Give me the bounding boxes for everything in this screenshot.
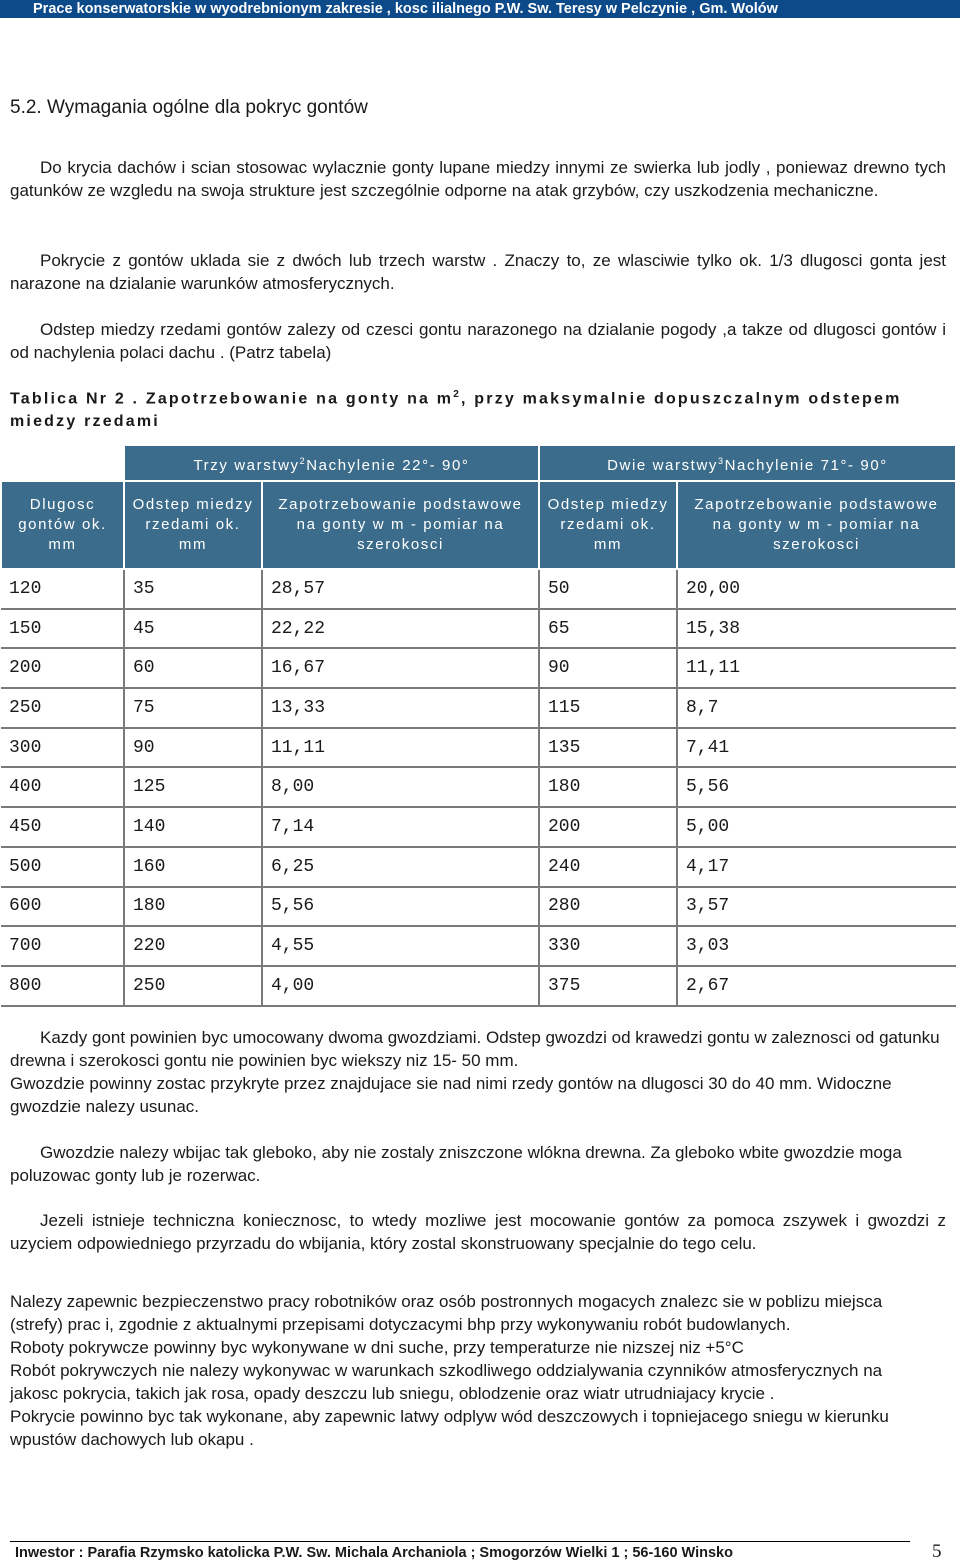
after-text-3: Gwozdzie nalezy wbijac tak gleboko, aby nie zostaly zniszczone wlókna drewna. Za gleboko wbite gwozdzie moga poluzowac gonty lub je rozerwac. [10, 1143, 902, 1185]
table-cell: 250 [124, 966, 262, 1006]
group2-sup: 3 [717, 455, 725, 466]
table-column-header-row [1, 481, 956, 569]
group-header-two-layers [539, 445, 956, 481]
col-header-demand-2: Zapotrzebowanie podstawowe na gonty w m - pomiar na szerokosci [677, 481, 956, 569]
after-text-6: Roboty pokrywcze powinny byc wykonywane w dni suche, przy temperaturze nie nizszej niz +5°C [10, 1338, 744, 1357]
after-text-7: Robót pokrywczych nie nalezy wykonywac w warunkach szkodliwego oddzialywania czynników atmosferycznych na jakosc pokrycia, takich jak rosa, opady deszczu lub sniegu, oblodzenie oraz wiatr utrudniajacy krycie . [10, 1361, 883, 1403]
group1-label: Trzy warstwy [193, 456, 300, 474]
table-row [1, 847, 956, 887]
table-cell: 5,00 [677, 807, 956, 847]
table-row [1, 966, 956, 1006]
table-cell: 13,33 [262, 688, 539, 728]
table-cell: 500 [1, 847, 124, 887]
table-row [1, 569, 956, 609]
col-header-spacing-2: Odstep miedzy rzedami ok. mm [539, 481, 677, 569]
table-cell: 60 [124, 648, 262, 688]
table-cell: 140 [124, 807, 262, 847]
table-cell: 700 [1, 926, 124, 966]
group2-slope: Nachylenie 71°- 90° [724, 456, 888, 474]
intro-paragraph-1 [10, 156, 946, 202]
after-text-2: Gwozdzie powinny zostac przykryte przez znajdujace sie nad nimi rzedy gontów na dlugosci 30 do 40 mm. Widoczne gwozdzie nalezy usunac. [10, 1074, 892, 1116]
table-row [1, 609, 956, 649]
document-header: Prace konserwatorskie w wyodrebnionym zakresie , kosc ilialnego P.W. Sw. Teresy w Pelczynie , Gm. Wolów [0, 0, 960, 18]
table-cell: 90 [124, 728, 262, 768]
table-cell: 28,57 [262, 569, 539, 609]
table-cell: 115 [539, 688, 677, 728]
table-cell: 180 [124, 887, 262, 927]
table-cell: 200 [1, 648, 124, 688]
table-group-header-row [1, 445, 956, 481]
table-corner [1, 445, 124, 481]
after-paragraph-3 [10, 1141, 946, 1187]
table-cell: 15,38 [677, 609, 956, 649]
intro-text-3: Odstep miedzy rzedami gontów zalezy od czesci gontu narazonego na dzialanie pogody ,a takze od dlugosci gontów i od nachylenia polaci dachu . (Patrz tabela) [10, 320, 946, 362]
table-row [1, 887, 956, 927]
table-caption [10, 383, 950, 433]
caption-sup: 2 [453, 389, 461, 400]
table-cell: 50 [539, 569, 677, 609]
section-title: 5.2. Wymagania ogólne dla pokryc gontów [10, 97, 368, 118]
table-cell: 450 [1, 807, 124, 847]
after-text-1: Kazdy gont powinien byc umocowany dwoma gwozdziami. Odstep gwozdzi od krawedzi gontu w zaleznosci od gatunku drewna i szerokosci gontu nie powinien byc wiekszy niz 15- 50 mm. [10, 1028, 940, 1070]
table-body [1, 569, 956, 1006]
table-cell: 35 [124, 569, 262, 609]
caption-text: Tablica Nr 2 . Zapotrzebowanie na gonty na m [10, 390, 454, 408]
table-cell: 2,67 [677, 966, 956, 1006]
table-cell: 45 [124, 609, 262, 649]
after-paragraph-1 [10, 1026, 946, 1118]
table-cell: 11,11 [262, 728, 539, 768]
table-cell: 20,00 [677, 569, 956, 609]
table-cell: 3,03 [677, 926, 956, 966]
table-cell: 6,25 [262, 847, 539, 887]
caption-text-rest: , przy maksymalnie dopuszczalnym odstepem miedzy rzedami [10, 390, 902, 431]
group2-label: Dwie warstwy [607, 456, 718, 474]
table-cell: 4,00 [262, 966, 539, 1006]
table-cell: 75 [124, 688, 262, 728]
shingle-demand-table [0, 444, 957, 1007]
table-cell: 5,56 [677, 767, 956, 807]
after-text-5: Nalezy zapewnic bezpieczenstwo pracy robotników oraz osób postronnych mogacych znalezc sie w poblizu miejsca (strefy) prac i, zgodnie z aktualnymi przepisami dotyczacymi bhp przy wykonywaniu robót budowlanych. [10, 1292, 883, 1334]
table-cell: 7,14 [262, 807, 539, 847]
table-cell: 22,22 [262, 609, 539, 649]
table-cell: 8,00 [262, 767, 539, 807]
table-cell: 90 [539, 648, 677, 688]
table-cell: 5,56 [262, 887, 539, 927]
intro-text-1: Do krycia dachów i scian stosowac wylacznie gonty lupane miedzy innymi ze swierka lub jodly , poniewaz drewno tych gatunków ze wzgledu na swoja strukture jest szczególnie odporne na atak grzybów, czy uszkodzenia mechaniczne. [10, 158, 946, 200]
table-cell: 4,55 [262, 926, 539, 966]
table-row [1, 648, 956, 688]
table-cell: 65 [539, 609, 677, 649]
table-cell: 8,7 [677, 688, 956, 728]
table-row [1, 688, 956, 728]
table-row [1, 807, 956, 847]
table-cell: 120 [1, 569, 124, 609]
table-cell: 330 [539, 926, 677, 966]
table-row [1, 728, 956, 768]
footer-rule [10, 1541, 910, 1542]
table-cell: 180 [539, 767, 677, 807]
after-text-8: Pokrycie powinno byc tak wykonane, aby zapewnic latwy odplyw wód deszczowych i topniejacego sniegu w kierunku wpustów dachowych lub okapu . [10, 1407, 889, 1449]
table-cell: 4,17 [677, 847, 956, 887]
table-cell: 7,41 [677, 728, 956, 768]
after-paragraph-4 [10, 1209, 946, 1255]
table-row [1, 926, 956, 966]
intro-text-2: Pokrycie z gontów uklada sie z dwóch lub trzech warstw . Znaczy to, ze wlasciwie tylko ok. 1/3 dlugosci gonta jest narazone na dzialanie warunków atmosferycznych. [10, 251, 946, 293]
table-cell: 160 [124, 847, 262, 887]
table-cell: 135 [539, 728, 677, 768]
page-number: 5 [932, 1541, 942, 1562]
table-cell: 3,57 [677, 887, 956, 927]
col-header-length: Dlugosc gontów ok. mm [1, 481, 124, 569]
table-row [1, 767, 956, 807]
table-cell: 250 [1, 688, 124, 728]
table-cell: 16,67 [262, 648, 539, 688]
col-header-spacing-1: Odstep miedzy rzedami ok. mm [124, 481, 262, 569]
group1-slope: Nachylenie 22°- 90° [306, 456, 470, 474]
group-header-three-layers [124, 445, 539, 481]
table-cell: 200 [539, 807, 677, 847]
table-cell: 375 [539, 966, 677, 1006]
group1-sup: 2 [299, 455, 307, 466]
table-cell: 125 [124, 767, 262, 807]
table-cell: 400 [1, 767, 124, 807]
after-paragraph-5 [10, 1290, 890, 1451]
col-header-demand-1: Zapotrzebowanie podstawowe na gonty w m - pomiar na szerokosci [262, 481, 539, 569]
table-cell: 11,11 [677, 648, 956, 688]
table-cell: 150 [1, 609, 124, 649]
table-cell: 280 [539, 887, 677, 927]
table-cell: 800 [1, 966, 124, 1006]
document-footer: Inwestor : Parafia Rzymsko katolicka P.W. Sw. Michala Archaniola ; Smogorzów Wielki 1 ; 56-160 Winsko [15, 1545, 733, 1561]
table-cell: 220 [124, 926, 262, 966]
intro-paragraph-2 [10, 249, 946, 295]
table-cell: 240 [539, 847, 677, 887]
after-text-4: Jezeli istnieje techniczna koniecznosc, to wtedy mozliwe jest mocowanie gontów za pomoca zszywek i gwozdzi z uzyciem odpowiedniego przyrzadu do wbijania, który zostal skonstruowany specjalnie do tego celu. [10, 1211, 946, 1253]
table-cell: 600 [1, 887, 124, 927]
table-cell: 300 [1, 728, 124, 768]
intro-paragraph-3 [10, 318, 946, 364]
